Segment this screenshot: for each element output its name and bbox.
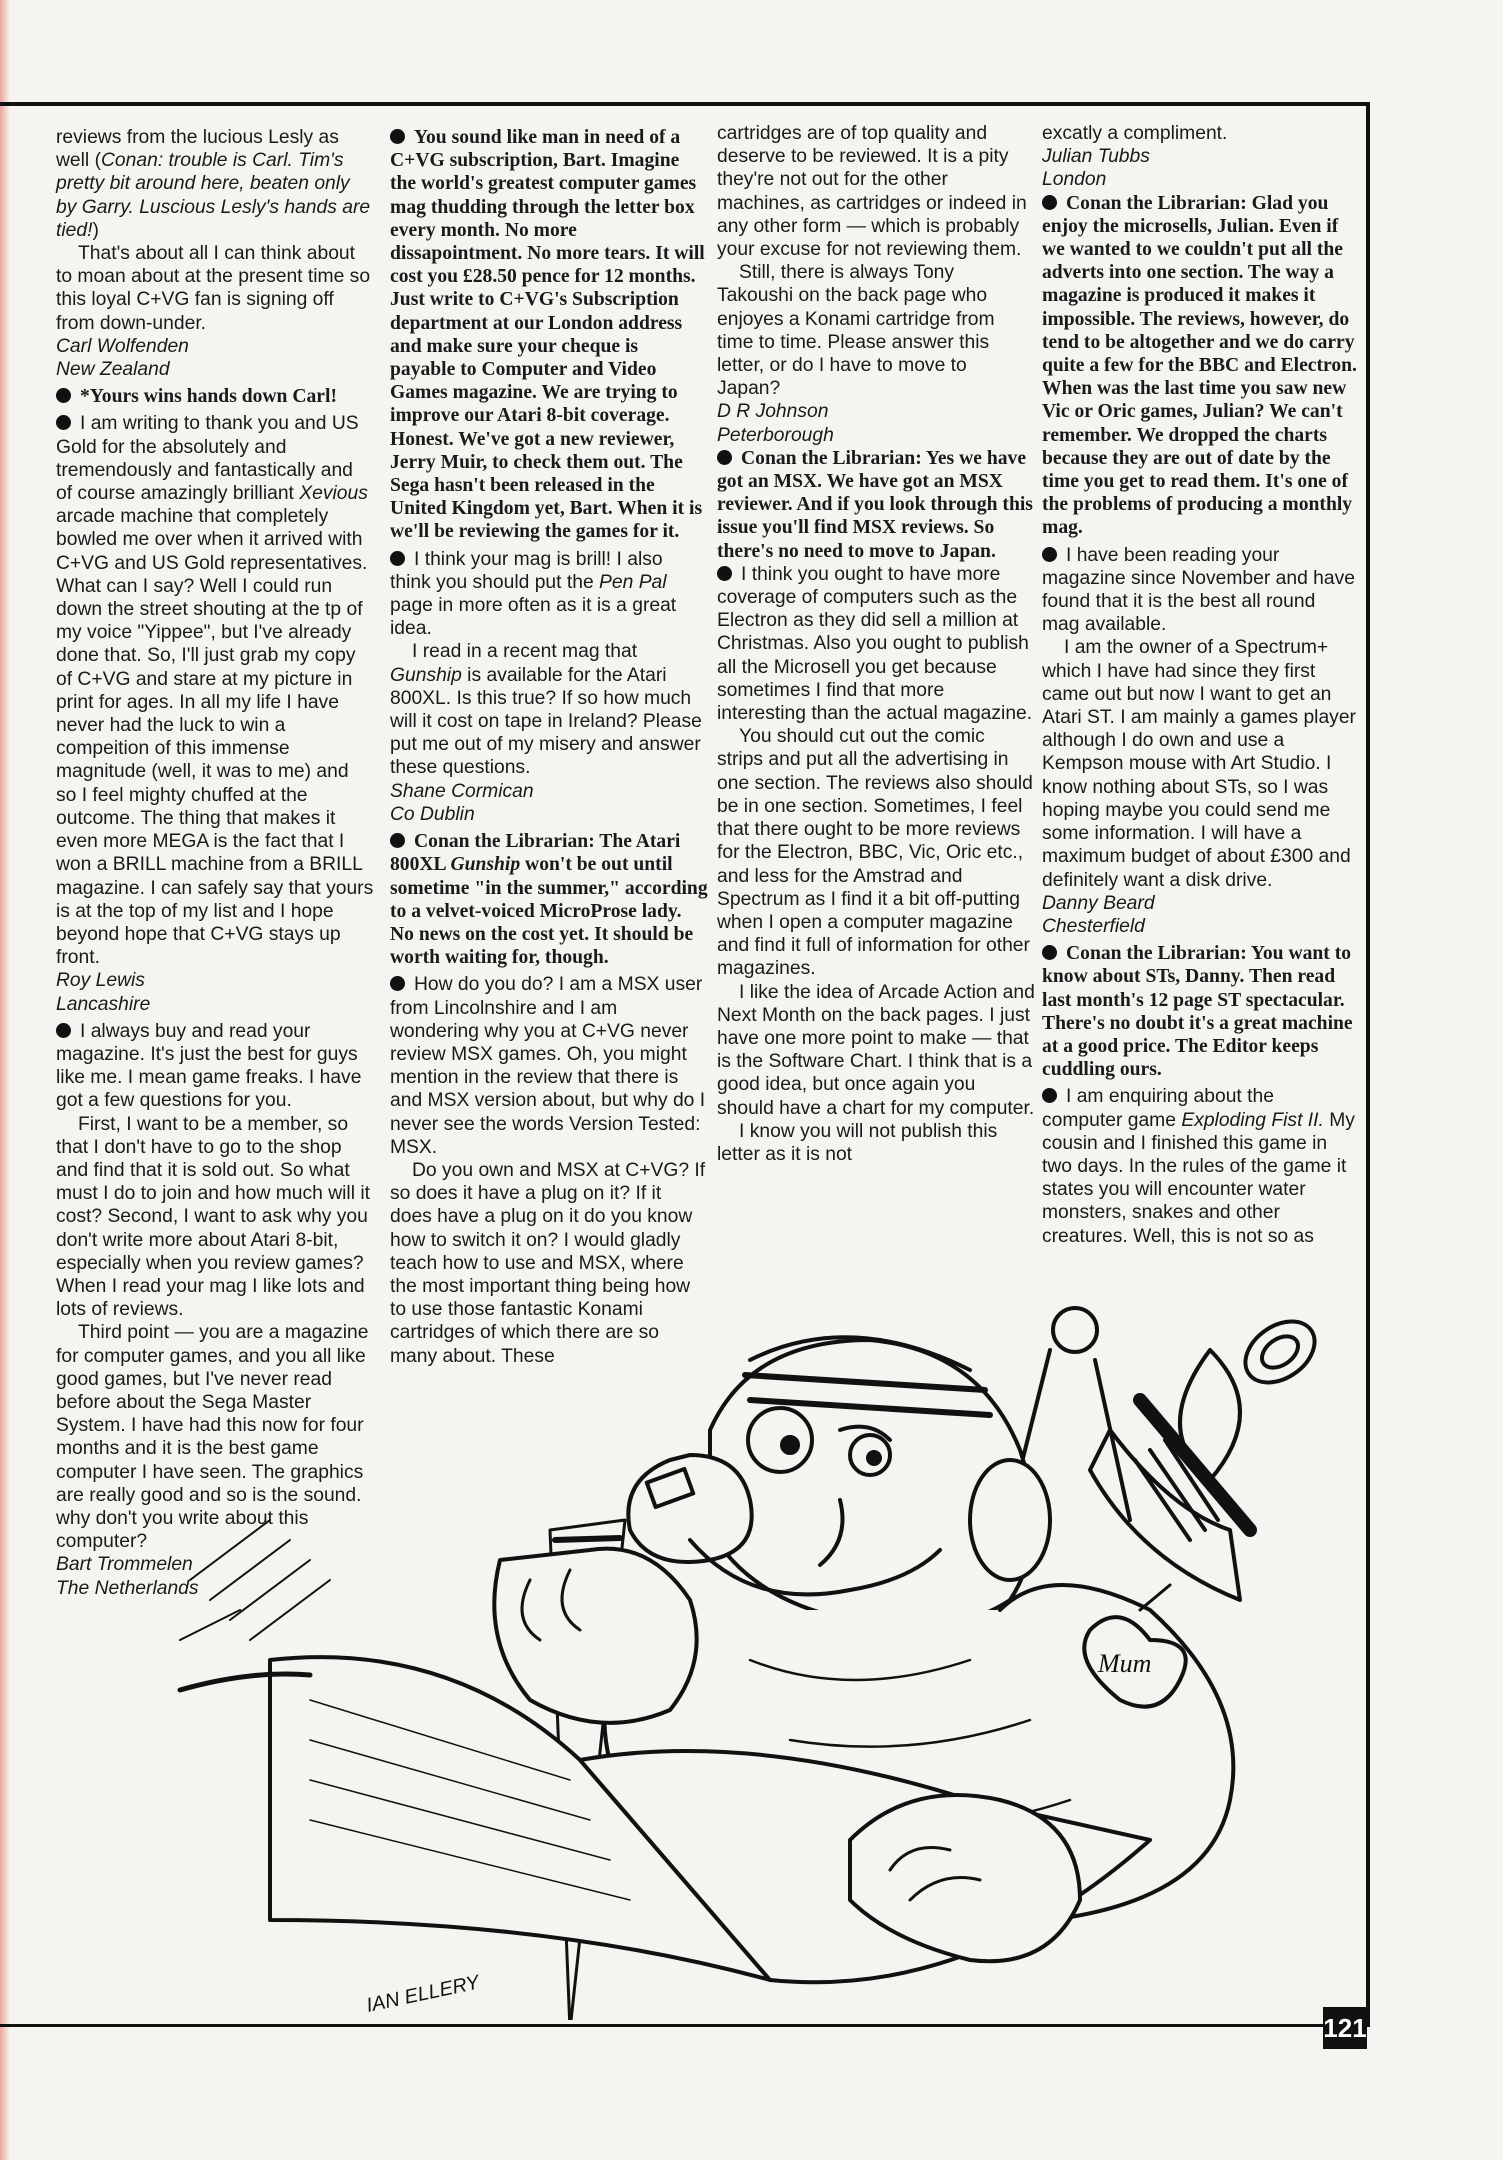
letter-location: Peterborough <box>717 424 834 446</box>
letter-text: I always buy and read your magazine. It's just the best for guys like me. I mean game freaks. I have got a few questions for you. <box>56 1020 362 1112</box>
letter-text: You should cut out the comic strips and put all the advertising in one section. The reviews also should be in one section. Sometimes, I feel that there ought to be more reviews for the Electron, BBC, Vic, Oric etc., and less for the Amstrad and Spectrum as I find it a bit off-putting when I open a computer magazine and find it full of information for other magazines. <box>717 726 1033 980</box>
letter-text: Still, there is always Tony Takoushi on the back page who enjoyes a Konami cartridge from time to time. Please answer this letter, or do I have to move to Japan? <box>717 262 995 400</box>
letter-text: I am enquiring about the computer game Exploding Fist II. My cousin and I finished this game in two days. In the rules of the game it states you will encounter water monsters, snakes and other creatures. Well, this is not so as <box>1042 1086 1355 1247</box>
letter-signature: Carl Wolfenden <box>56 335 189 357</box>
letter-text: I am writing to thank you and US Gold for the absolutely and tremendously and fantastically and of course amazingly brilliant Xevious arcade machine that completely bowled me over when it arrived with C+VG and US Gold representatives. What can I say? Well I could run down the street shouting at the tp of my voice "Yippee", but I've already done that. So, I'll just grab my copy of C+VG and stare at my picture in print for ages. In all my life I have never had the luck to win a compeition of this immense magnitude (well, it was to me) and so I feel mighty chuffed at the outcome. The thing that makes it even more MEGA is the fact that I won a BRILL machine from a BRILL magazine. I can safely say that yours is at the top of my list and I hope beyond hope that C+VG stays up front. <box>56 413 374 969</box>
editor-reply: Conan the Librarian: You want to know about STs, Danny. Then read last month's 12 page ST spectacular. There's no doubt it's a great machine at a good price. The Editor keeps cuddling ours. <box>1042 943 1353 1081</box>
artist-signature: IAN ELLERY <box>364 1971 482 2017</box>
bullet-icon <box>717 566 732 581</box>
bullet-icon <box>390 833 405 848</box>
letter-text: I think your mag is brill! I also think you should put the Pen Pal page in more often as it is a great idea. <box>390 548 677 640</box>
bullet-icon <box>390 976 405 991</box>
editor-reply: Conan the Librarian: The Atari 800XL Gunship won't be out until sometime "in the summer," according to a velvet-voiced MicroProse lady. No news on the cost yet. It should be worth waiting for, though. <box>390 831 708 969</box>
letter-signature: D R Johnson <box>717 401 829 423</box>
letter-text: excatly a compliment. <box>1042 123 1228 144</box>
bullet-icon <box>56 415 71 430</box>
sword-icon <box>1010 1308 1326 1600</box>
letter-signature: Bart Trommelen <box>56 1554 193 1576</box>
letter-location: Lancashire <box>56 993 151 1015</box>
letter-text: Do you own and MSX at C+VG? If so does it have a plug on it? If it does have a plug on it do you know how to switch it on? I would gladly teach how to use and MSX, where the most important thing being how to use those fantastic Konami cartridges of which there are so many about. These <box>390 1159 706 1367</box>
letter-signature: Roy Lewis <box>56 970 145 992</box>
letter-text: First, I want to be a member, so that I don't have to go to the shop and find that it is sold out. So what must I do to join and how much will it cost? Second, I want to ask why you don't write more about Atari 8-bit, especially when you review games? When I read your mag I like lots and lots of reviews. <box>56 1113 370 1321</box>
librarian-head <box>628 1337 1050 1626</box>
letter-text: I have been reading your magazine since November and have found that it is the best all round mag available. <box>1042 544 1355 636</box>
letter-location: Chesterfield <box>1042 915 1145 937</box>
letter-text: That's about all I can think about to moan about at the present time so this loyal C+VG fan is signing off from down-under. <box>56 243 371 334</box>
column-2 <box>390 126 708 1368</box>
bullet-icon <box>390 129 405 144</box>
bullet-icon <box>56 388 71 403</box>
letter-text: I know you will not publish this letter as it is not <box>717 1120 998 1165</box>
letter-text: I like the idea of Arcade Action and Next Month on the back pages. I just have one more point to make — that is the Software Chart. I think that is a good idea, but once again you should have a chart for my computer. <box>717 981 1035 1119</box>
editor-reply: *Yours wins hands down Carl! <box>56 385 374 408</box>
column-4 <box>1042 122 1358 1248</box>
letter-text: I read in a recent mag that Gunship is available for the Atari 800XL. Is this true? If so how much will it cost on tape in Ireland? Please put me out of my misery and answer these questions. <box>390 641 702 779</box>
cartoon-librarian-illustration <box>150 1280 1360 2020</box>
editor-reply: You sound like man in need of a C+VG subscription, Bart. Imagine the world's greatest computer games mag thudding through the letter box every month. No more dissapointment. No more tears. It will cost you £28.50 pence for 12 months. Just write to C+VG's Subscription department at our London address and make sure your cheque is payable to Computer and Video Games magazine. We are trying to improve our Atari 8-bit coverage. Honest. We've got a new reviewer, Jerry Muir, to check them out. The Sega hasn't been released in the United Kingdom yet, Bart. When it is we'll be reviewing the games for it. <box>390 127 705 543</box>
bullet-icon <box>390 551 405 566</box>
letter-location: Co Dublin <box>390 803 475 825</box>
bullet-icon <box>1042 195 1057 210</box>
editor-reply: Conan the Librarian: Yes we have got an MSX. We have got an MSX reviewer. And if you look through this issue you'll find MSX reviews. So there's no need to move to Japan. <box>717 447 1033 562</box>
letter-location: The Netherlands <box>56 1577 199 1599</box>
letter-text: I am the owner of a Spectrum+ which I have had since they first came out but now I want to get an Atari ST. I am mainly a games player although I do own and use a Kempson mouse with Art Studio. I know nothing about STs, so I was hoping maybe you could send me some information. I will have a maximum budget of about £300 and definitely want a disk drive. <box>1042 637 1356 891</box>
letter-text: cartridges are of top quality and deserve to be reviewed. It is a pity they're not out for the other machines, as cartridges or indeed in any other form — which is probably your excuse for not reviewing them. <box>717 123 1027 261</box>
letter-signature: Julian Tubbs <box>1042 146 1150 168</box>
bullet-icon <box>1042 945 1057 960</box>
bullet-icon <box>717 450 732 465</box>
svg-text:Mum: Mum <box>1098 1649 1152 1678</box>
letter-location: London <box>1042 169 1107 191</box>
column-3 <box>717 122 1035 1166</box>
letter-location: New Zealand <box>56 359 170 381</box>
letter-text: I think you ought to have more coverage of computers such as the Electron as they did sell a million at Christmas. Also you ought to publish all the Microsell you get because sometimes I find that more interesting than the actual magazine. <box>717 563 1033 725</box>
letter-text: How do you do? I am a MSX user from Lincolnshire and I am wondering why you at C+VG never review MSX games. Oh, you might mention in the review that there is and MSX version about, but why do I never see the words Version Tested: MSX. <box>390 974 706 1158</box>
letter-text: reviews from the lucious Lesly as well (Conan: trouble is Carl. Tim's pretty bit around here, beaten only by Garry. Luscious Lesly's hands are tied!) <box>56 127 371 241</box>
letter-signature: Danny Beard <box>1042 892 1155 914</box>
letter-signature: Shane Cormican <box>390 780 534 802</box>
letter-text: Third point — you are a magazine for computer games, and you all like good games, but I've never read before about the Sega Master System. I have had this now for four months and it is the best game computer I have seen. The graphics are really good and so is the sound. why don't you write about this computer? <box>56 1322 369 1553</box>
bullet-icon <box>56 1023 71 1038</box>
bullet-icon <box>1042 547 1057 562</box>
bullet-icon <box>1042 1088 1057 1103</box>
page-number: 121 <box>1323 2007 1367 2049</box>
editor-reply: Conan the Librarian: Glad you enjoy the microsells, Julian. Even if we wanted to we couldn't put all the adverts into one section. The way a magazine is produced it makes it impossible. The reviews, however, do tend to be altogether and we do carry quite a few for the BBC and Electron. When was the last time you saw new Vic or Oric games, Julian? We can't remember. We dropped the charts because they are out of date by the time you get to read them. It's one of the problems of producing a monthly mag. <box>1042 192 1357 539</box>
